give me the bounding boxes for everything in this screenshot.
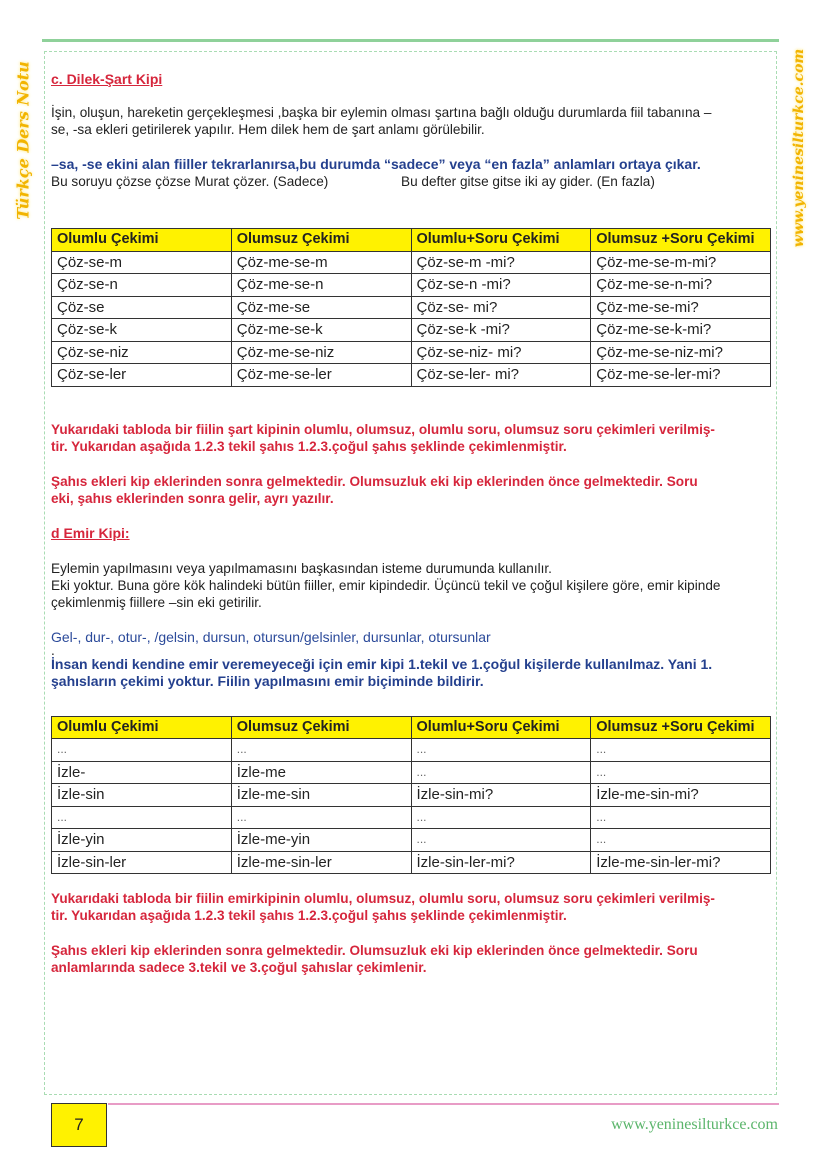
note-1-line-1: Yukarıdaki tabloda bir fiilin şart kipinin olumlu, olumsuz, olumlu soru, olumsuz soru çekimleri verilmiş- [51,421,715,437]
cell: ... [591,806,771,829]
cell: Çöz-se-niz [52,341,232,364]
table-sart-kipi [51,228,771,387]
page-number-box [51,1103,107,1147]
cell: İzle-me-sin-ler-mi? [591,851,771,874]
side-label-right [782,48,816,247]
cell: Çöz-me-se [231,296,411,319]
cell: ... [411,739,591,762]
section-d-examples: Gel-, dur-, otur-, /gelsin, dursun, otursun/gelsinler, dursunlar, otursunlar [51,628,491,645]
cell: Çöz-se-niz- mi? [411,341,591,364]
table-emir-kipi [51,716,771,875]
cell: Çöz-me-se-k-mi? [591,319,771,342]
cell: ... [411,829,591,852]
header-cell: Olumlu+Soru Çekimi [411,229,591,252]
table-row [52,851,771,874]
header-cell: Olumlu Çekimi [52,229,232,252]
cell: Çöz-me-se-n-mi? [591,274,771,297]
cell: ... [52,739,232,762]
cell: ... [411,761,591,784]
table-row [52,739,771,762]
cell: Çöz-se-ler- mi? [411,364,591,387]
example-2: Bu defter gitse gitse iki ay gider. (En fazla) [401,174,655,189]
cell: İzle-me-sin [231,784,411,807]
table-row [52,806,771,829]
note-2-line-2: eki, şahıs eklerinden sonra gelir, ayrı yazılır. [51,490,334,506]
cell: Çöz-se-k -mi? [411,319,591,342]
section-c-title: c. Dilek-Şart Kipi [51,71,163,87]
cell: Çöz-me-se-n [231,274,411,297]
cell: Çöz-me-se-k [231,319,411,342]
section-c-intro-2: se, -sa ekleri getirilerek yapılır. Hem dilek hem de şart anlamı görülebilir. [51,122,485,137]
section-d-line-3: çekimlenmiş fiillere –sin eki getirilir. [51,594,262,610]
cell: İzle- [52,761,232,784]
side-label-left [6,60,40,220]
table-header-row [52,229,771,252]
cell: Çöz-me-se-niz [231,341,411,364]
section-d-title: d Emir Kipi: [51,524,130,541]
header-cell: Olumlu+Soru Çekimi [411,716,591,739]
cell: İzle-me-sin-mi? [591,784,771,807]
section-c-highlight: –sa, -se ekini alan fiiller tekrarlanırsa,bu durumda “sadece” veya “en fazla” anlamları ortaya çıkar. [51,156,701,172]
note-3-line-1: Yukarıdaki tabloda bir fiilin emirkipinin olumlu, olumsuz, olumlu soru, olumsuz soru çekimleri verilmiş- [51,891,715,906]
cell: ... [591,761,771,784]
header-cell: Olumsuz +Soru Çekimi [591,229,771,252]
top-rule [42,39,779,42]
section-d-dot: . [51,642,55,658]
section-d-line-1: Eylemin yapılmasını veya yapılmamasını başkasından isteme durumunda kullanılır. [51,560,552,576]
cell: ... [231,739,411,762]
cell: Çöz-se-k [52,319,232,342]
cell: ... [52,806,232,829]
cell: Çöz-me-se-mi? [591,296,771,319]
cell: ... [411,806,591,829]
cell: ... [591,739,771,762]
cell: İzle-sin-ler [52,851,232,874]
cell: ... [231,806,411,829]
table-row [52,829,771,852]
header-cell: Olumlu Çekimi [52,716,232,739]
section-d-line-2: Eki yoktur. Buna göre kök halindeki bütün fiiller, emir kipindedir. Üçüncü tekil ve çoğul kişilere göre, emir kipinde [51,577,721,593]
example-1: Bu soruyu çözse çözse Murat çözer. (Sadece) [51,174,329,189]
cell: İzle-me-yin [231,829,411,852]
table-row [52,319,771,342]
cell: Çöz-me-se-niz-mi? [591,341,771,364]
side-label-left-text: Türkçe Ders Notu [13,60,33,220]
note-1-line-2: tir. Yukarıdan aşağıda 1.2.3 tekil şahıs 1.2.3.çoğul şahıs şeklinde çekimlenmiştir. [51,438,567,454]
table-row [52,784,771,807]
cell: Çöz-me-se-ler [231,364,411,387]
table-row [52,761,771,784]
cell: Çöz-se-ler [52,364,232,387]
cell: Çöz-me-se-m-mi? [591,251,771,274]
table-row [52,341,771,364]
note-4-line-2: anlamlarında sadece 3.tekil ve 3.çoğul şahıslar çekimlenir. [51,960,427,975]
table-row [52,274,771,297]
cell: Çöz-se-m [52,251,232,274]
page-content [51,66,773,976]
header-cell: Olumsuz Çekimi [231,716,411,739]
table-row [52,296,771,319]
section-d-highlight-2: şahısların çekimi yoktur. Fiilin yapılmasını emir biçiminde bildirir. [51,672,484,689]
side-label-right-text: www.yeninesilturkce.com [791,48,807,247]
section-c-intro-1: İşin, oluşun, hareketin gerçekleşmesi ,başka bir eylemin olması şartına bağlı olduğu durumlarda fiil tabanına – [51,105,712,120]
cell: İzle-sin [52,784,232,807]
cell: İzle-sin-mi? [411,784,591,807]
cell: Çöz-se-n [52,274,232,297]
cell: İzle-me-sin-ler [231,851,411,874]
section-c-examples [51,173,773,190]
note-2-line-1: Şahıs ekleri kip eklerinden sonra gelmektedir. Olumsuzluk eki kip eklerinden önce gelmektedir. Soru [51,473,698,489]
cell: Çöz-se [52,296,232,319]
cell: Çöz-se- mi? [411,296,591,319]
cell: Çöz-me-se-m [231,251,411,274]
cell: İzle-me [231,761,411,784]
cell: Çöz-me-se-ler-mi? [591,364,771,387]
section-d-highlight-1: İnsan kendi kendine emir veremeyeceği için emir kipi 1.tekil ve 1.çoğul kişilerde kullanılmaz. Yani 1. [51,655,713,672]
page-number: 7 [74,1115,84,1134]
footer-rule [108,1103,779,1105]
table-header-row [52,716,771,739]
footer-url: www.yeninesilturkce.com [611,1116,778,1133]
note-4-line-1: Şahıs ekleri kip eklerinden sonra gelmektedir. Olumsuzluk eki kip eklerinden önce gelmektedir. Soru [51,943,698,958]
table-row [52,364,771,387]
table-row [52,251,771,274]
header-cell: Olumsuz +Soru Çekimi [591,716,771,739]
cell: ... [591,829,771,852]
note-3-line-2: tir. Yukarıdan aşağıda 1.2.3 tekil şahıs 1.2.3.çoğul şahıs şeklinde çekimlenmiştir. [51,908,567,923]
cell: İzle-sin-ler-mi? [411,851,591,874]
cell: Çöz-se-n -mi? [411,274,591,297]
cell: İzle-yin [52,829,232,852]
header-cell: Olumsuz Çekimi [231,229,411,252]
cell: Çöz-se-m -mi? [411,251,591,274]
